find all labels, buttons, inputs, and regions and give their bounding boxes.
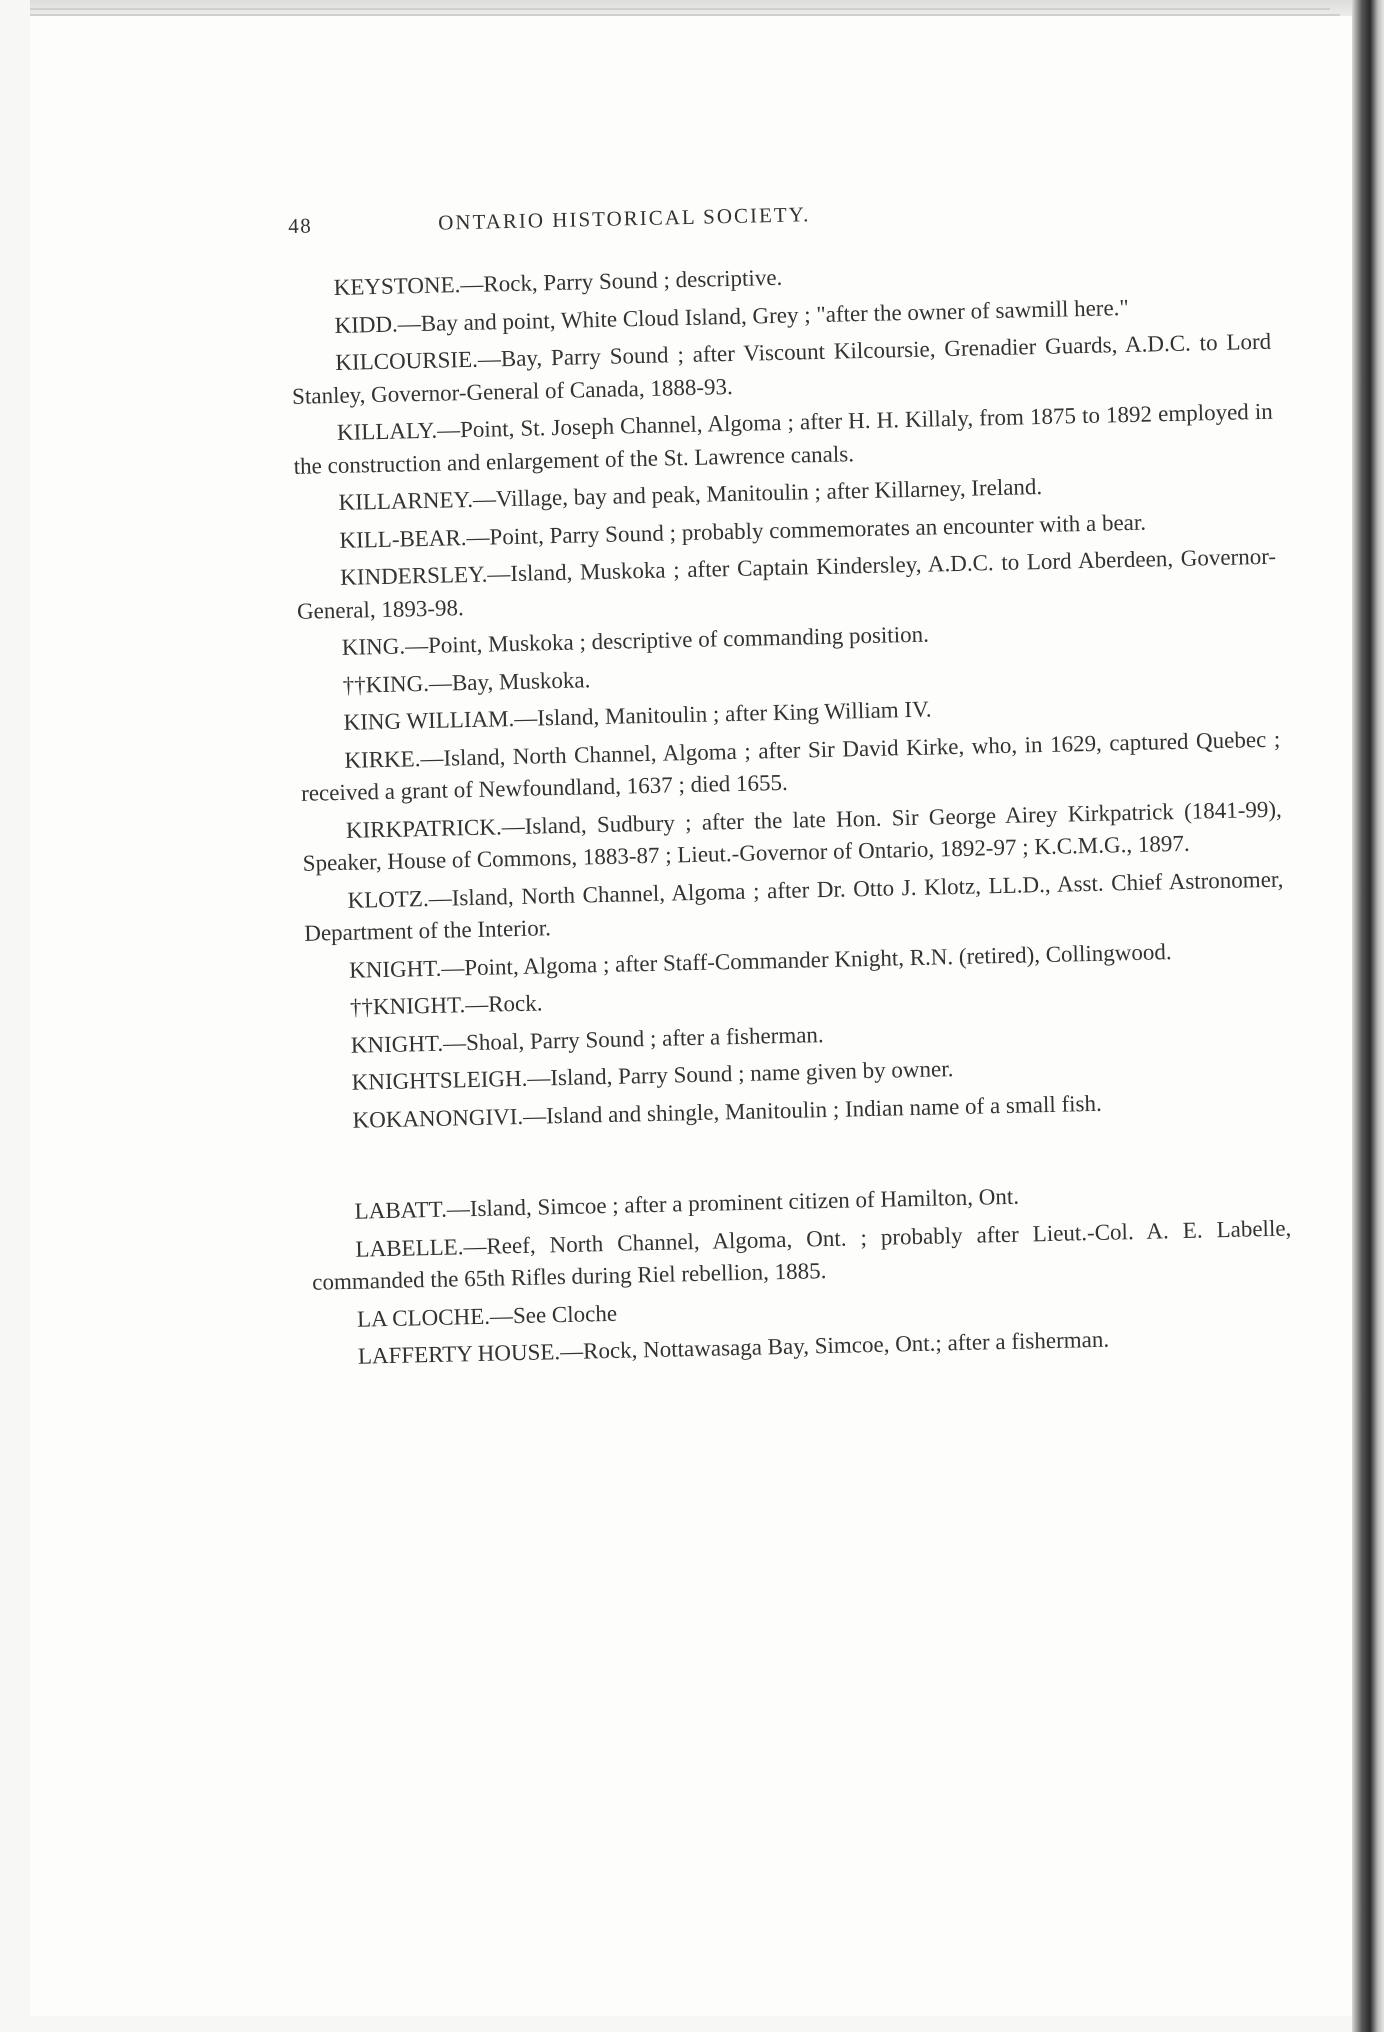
entry-killarney: KILLARNEY.—Village, bay and peak, Manitoulin ; after Killarney, Ireland. — [338, 473, 1043, 515]
entry-knight-point: KNIGHT.—Point, Algoma ; after Staff-Commander Knight, R.N. (retired), Collingwood. — [348, 938, 1172, 983]
entry-la-cloche: LA CLOCHE.—See Cloche — [356, 1300, 618, 1332]
entry-knight-shoal: KNIGHT.—Shoal, Parry Sound ; after a fisherman. — [350, 1021, 824, 1058]
entry-knightsleigh: KNIGHTSLEIGH.—Island, Parry Sound ; name given by owner. — [351, 1056, 954, 1095]
page-stack-line — [30, 8, 1330, 10]
running-head: ONTARIO HISTORICAL SOCIETY. — [437, 202, 811, 235]
page-number: 48 — [288, 213, 313, 238]
entry-keystone: KEYSTONE.—Rock, Parry Sound ; descriptive. — [333, 264, 783, 300]
page-text — [288, 192, 1294, 1379]
entry-king-point: KING.—Point, Muskoka ; descriptive of commanding position. — [341, 621, 930, 660]
entry-labelle: LABELLE.—Reef, North Channel, Algoma, Ont. ; probably after Lieut.-Col. A. E. Labelle, commanded the 65th Rifles during Riel rebellion, 1885. — [311, 1215, 1292, 1295]
entry-kill-bear: KILL-BEAR.—Point, Parry Sound ; probably commemorates an encounter with a bear. — [339, 509, 1147, 553]
entry-knight-rock: ††KNIGHT.—Rock. — [349, 990, 543, 1020]
entry-kidd: KIDD.—Bay and point, White Cloud Island, Grey ; "after the owner of sawmill here." — [334, 294, 1130, 338]
entry-king-william: KING WILLIAM.—Island, Manitoulin ; after King William IV. — [343, 696, 932, 735]
entry-killaly: KILLALY.—Point, St. Joseph Channel, Algoma ; after H. H. Killaly, from 1875 to 1892 employed in the construction and enlargement of the St. Lawrence canals. — [293, 398, 1274, 479]
entry-klotz: KLOTZ.—Island, North Channel, Algoma ; after Dr. Otto J. Klotz, LL.D., Asst. Chief Astronomer, Department of the Interior. — [304, 866, 1284, 946]
entries-k — [289, 251, 1288, 1138]
entry-kilcoursie: KILCOURSIE.—Bay, Parry Sound ; after Viscount Kilcoursie, Grenadier Guards, A.D.C. to Lord Stanley, Governor-General of Canada, 1888-93. — [291, 328, 1272, 409]
entry-kokanongivi: KOKANONGIVI.—Island and shingle, Manitoulin ; Indian name of a small fish. — [352, 1090, 1102, 1133]
book-spine-edge — [1352, 0, 1384, 2032]
entry-labatt: LABATT.—Island, Simcoe ; after a prominent citizen of Hamilton, Ont. — [354, 1183, 1020, 1224]
entry-lafferty-house: LAFFERTY HOUSE.—Rock, Nottawasaga Bay, Simcoe, Ont.; after a fisherman. — [357, 1326, 1110, 1369]
entry-king-bay: ††KING.—Bay, Muskoka. — [342, 666, 591, 698]
entries-l — [310, 1175, 1294, 1375]
entry-kirkpatrick: KIRKPATRICK.—Island, Sudbury ; after the late Hon. Sir George Airey Kirkpatrick (1841-99), Speaker, House of Commons, 1883-87 ; Lieut.-Governor of Ontario, 1892-97 ; K.C.M.G., 1897. — [302, 796, 1283, 876]
entry-kirke: KIRKE.—Island, North Channel, Algoma ; after Sir David Kirke, who, in 1629, captured Quebec ; received a grant of Newfoundland, 1637 ; died 1655. — [300, 726, 1281, 806]
entry-kindersley: KINDERSLEY.—Island, Muskoka ; after Captain Kindersley, A.D.C. to Lord Aberdeen, Governor-General, 1893-98. — [296, 543, 1277, 624]
